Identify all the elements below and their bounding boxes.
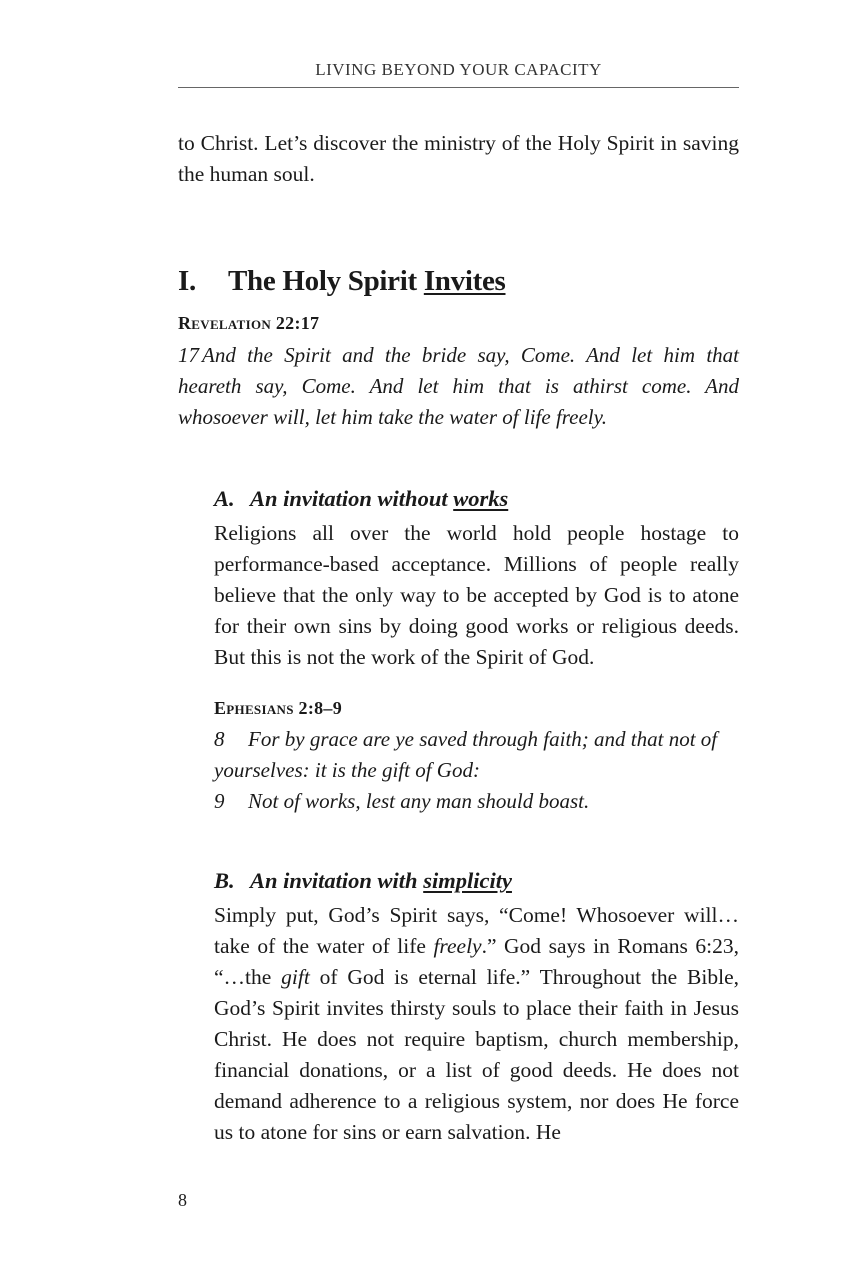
text-run: of God is eternal life.” Throughout the Bible, God’s Spirit invites thirsty souls to place their faith in Jesus Christ. He does not require baptism, church membership, financial donations, or a list of good deeds. He does not demand adherence to a religious system, nor does He force us to atone for sins or earn salvation. He [214,965,739,1144]
page-number: 8 [178,1190,187,1210]
verse-text: And the Spirit and the bride say, Come. And let him that heareth say, Come. And let him that is athirst come. And whosoever will, let him take the water of life freely. [178,343,739,429]
subsection-a-paragraph: Religions all over the world hold people hostage to performance-based acceptance. Millions of people really believe that the only way to be accepted by God is to atone for their own sins by doing good works or religious deeds. But this is not the work of the Spirit of God. [214,521,739,669]
running-head: LIVING BEYOND YOUR CAPACITY [315,60,602,79]
scripture-reference: Ephesians 2:8–9 [214,698,343,718]
italic-run: gift [281,965,310,989]
verse-number: 17 [178,343,199,367]
verse-text: Not of works, lest any man should boast. [248,789,590,813]
verse-text: For by grace are ye saved through faith; and that not of yourselves: it is the gift of God: [214,727,718,782]
scripture-verses [214,724,739,817]
section-title-underlined: Invites [423,265,506,297]
subsection-title: An invitation without [250,486,454,511]
intro-paragraph: to Christ. Let’s discover the ministry of the Holy Spirit in saving the human soul. [178,131,739,186]
subsection-b-paragraph [214,900,739,1148]
subsection-letter: A. [214,486,235,511]
subsection-letter: B. [214,868,235,893]
verse-number: 8 [214,727,225,751]
scripture-reference: Revelation 22:17 [178,313,320,333]
italic-run: freely [433,934,482,958]
verse-number: 9 [214,789,225,813]
subsection-title-underlined: simplicity [423,868,512,893]
subsection-title: An invitation with [250,868,424,893]
scripture-verse [178,340,739,433]
section-heading [178,265,506,298]
subsection-heading-a [214,486,508,512]
scripture-verse [214,786,739,817]
scripture-verse [214,724,739,786]
section-number: I. [178,265,196,297]
header-rule [178,87,739,88]
subsection-heading-b [214,868,512,894]
section-title: The Holy Spirit [228,265,424,297]
text-run: Simply put, God’s Spirit says, “Come! Whosoever will… take of the water of life [214,903,739,958]
text-run: .” God says in Romans 6:23, “…the [214,934,739,989]
subsection-title-underlined: works [453,486,509,511]
